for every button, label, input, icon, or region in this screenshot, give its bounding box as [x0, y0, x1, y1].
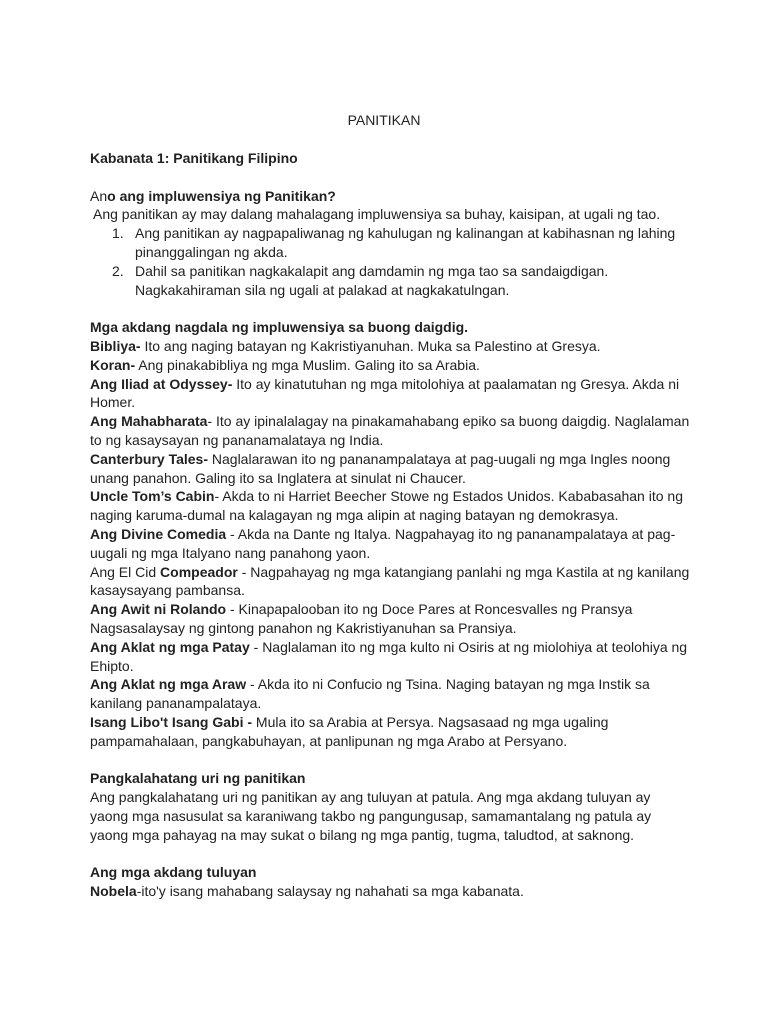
work-name: Isang Libo't Isang Gabi - — [90, 713, 253, 730]
work-entry — [90, 675, 690, 713]
work-name: Canterbury Tales- — [90, 450, 208, 467]
work-description: Naglalarawan ito ng pananampalataya at pag-uugali ng mga Ingles noong unang panahon. Galing ito sa Inglatera at sinulat ni Chaucer. — [90, 450, 671, 486]
question-prefix: An — [90, 187, 108, 204]
list-text: Dahil sa panitikan nagkakalapit ang damdamin ng mga tao sa sandaigdigan. Nagkakahiraman sila ng ugali at palakad at nagkakatulngan. — [135, 262, 609, 298]
work-entry — [90, 713, 690, 751]
work-description: Mula ito sa Arabia at Persya. Nagsasaad ng mga ugaling pampamahalaan, pangkabuhayan, at panlipunan ng mga Arabo at Persyano. — [90, 713, 609, 749]
work-description: - Ito ay ipinalalagay na pinakamahabang epiko sa buong daigdig. Naglalaman to ng kasaysayan ng pananamalataya ng India. — [90, 413, 690, 448]
list-number: 1. — [112, 225, 124, 242]
work-entry — [90, 356, 690, 375]
document-title: PANITIKAN — [347, 112, 421, 128]
document-body — [90, 149, 690, 901]
chapter-heading: Kabanata 1: Panitikang Filipino — [90, 150, 298, 166]
work-prefix: Ang El Cid — [90, 563, 161, 580]
prose-description: -ito'y isang mahabang salaysay ng nahahati sa mga kabanata. — [136, 883, 524, 900]
work-name: Ang Mahabharata — [90, 413, 208, 430]
work-entry — [90, 450, 690, 488]
prose-heading: Ang mga akdang tuluyan — [90, 864, 257, 881]
general-paragraph: Ang pangkalahatang uri ng panitikan ay ang tuluyan at patula. Ang mga akdang tuluyan ay yaong mga nasusulat sa karaniwang takbo ng pangungusap, samamantalang ng patula ay yaong mga pahayag na may sukat o bilang ng mga pantig, tugma, taludtod, at saknong. — [90, 789, 652, 843]
work-entry — [90, 638, 690, 676]
work-description: - Nagpahayag ng mga katangiang panlahi ng mga Kastila at ng kanilang kasaysayang pambansa. — [90, 563, 690, 599]
work-name: Uncle Tom’s Cabin — [90, 488, 215, 505]
work-description: - Akda na Dante ng Italya. Nagpahayag ito ng pananampalataya at pag-uugali ng mga Italyano nang panahong yaon. — [90, 525, 676, 561]
list-item — [90, 262, 690, 300]
work-name: Compeador — [160, 563, 238, 580]
work-entry — [90, 525, 690, 563]
work-name: Koran- — [90, 356, 136, 373]
question-heading — [90, 187, 690, 206]
work-description: - Akda ito ni Confucio ng Tsina. Naging batayan ng mga Instik sa kanilang pananampalataya. — [90, 676, 650, 712]
work-entry — [90, 600, 690, 638]
work-description: - Kinapapalooban ito ng Doce Pares at Roncesvalles ng Pransya Nagsasalaysay ng gintong panahon ng Kakristiyanuhan sa Pransiya. — [90, 601, 633, 636]
work-name: Ang Awit ni Rolando — [90, 601, 227, 618]
works-heading: Mga akdang nagdala ng impluwensiya sa buong daigdig. — [90, 319, 469, 336]
work-description: - Naglalaman ito ng mga kulto ni Osiris at ng miolohiya at teolohiya ng Ehipto. — [90, 638, 688, 674]
work-entry — [90, 487, 690, 525]
intro-paragraph: Ang panitikan ay may dalang mahalagang impluwensiya sa buhay, kaisipan, at ugali ng tao. — [93, 206, 661, 223]
list-item — [90, 224, 690, 262]
list-number: 2. — [112, 262, 124, 279]
work-entry — [90, 375, 690, 413]
work-description: Ang pinakabibliya ng mga Muslim. Galing ito sa Arabia. — [135, 356, 480, 373]
work-entry — [90, 563, 690, 601]
work-entry — [90, 337, 690, 356]
work-description: - Akda to ni Harriet Beecher Stowe ng Estados Unidos. Kababasahan ito ng naging karuma-dumal na kalagayan ng mga alipin at naging batayan ng demokrasya. — [90, 488, 683, 524]
prose-name: Nobela — [90, 883, 137, 900]
work-description: Ito ang naging batayan ng Kakristiyanuhan. Muka sa Palestino at Gresya. — [140, 337, 601, 354]
question-text: o ang impluwensiya ng Panitikan? — [107, 187, 336, 204]
list-text: Ang panitikan ay nagpapaliwanag ng kahulugan ng kalinangan at kabihasnan ng lahing pinanggalingan ng akda. — [135, 225, 676, 260]
work-name: Ang Aklat ng mga Araw — [90, 676, 247, 693]
work-name: Ang Iliad at Odyssey- — [90, 375, 233, 392]
work-entry — [90, 412, 690, 450]
work-name: Ang Divine Comedia — [90, 525, 227, 542]
work-name: Bibliya- — [90, 337, 141, 354]
prose-entry — [90, 882, 690, 901]
general-heading: Pangkalahatang uri ng panitikan — [90, 770, 306, 787]
work-name: Ang Aklat ng mga Patay — [90, 638, 250, 655]
work-description: Ito ay kinatutuhan ng mga mitolohiya at paalamatan ng Gresya. Akda ni Homer. — [90, 375, 680, 411]
